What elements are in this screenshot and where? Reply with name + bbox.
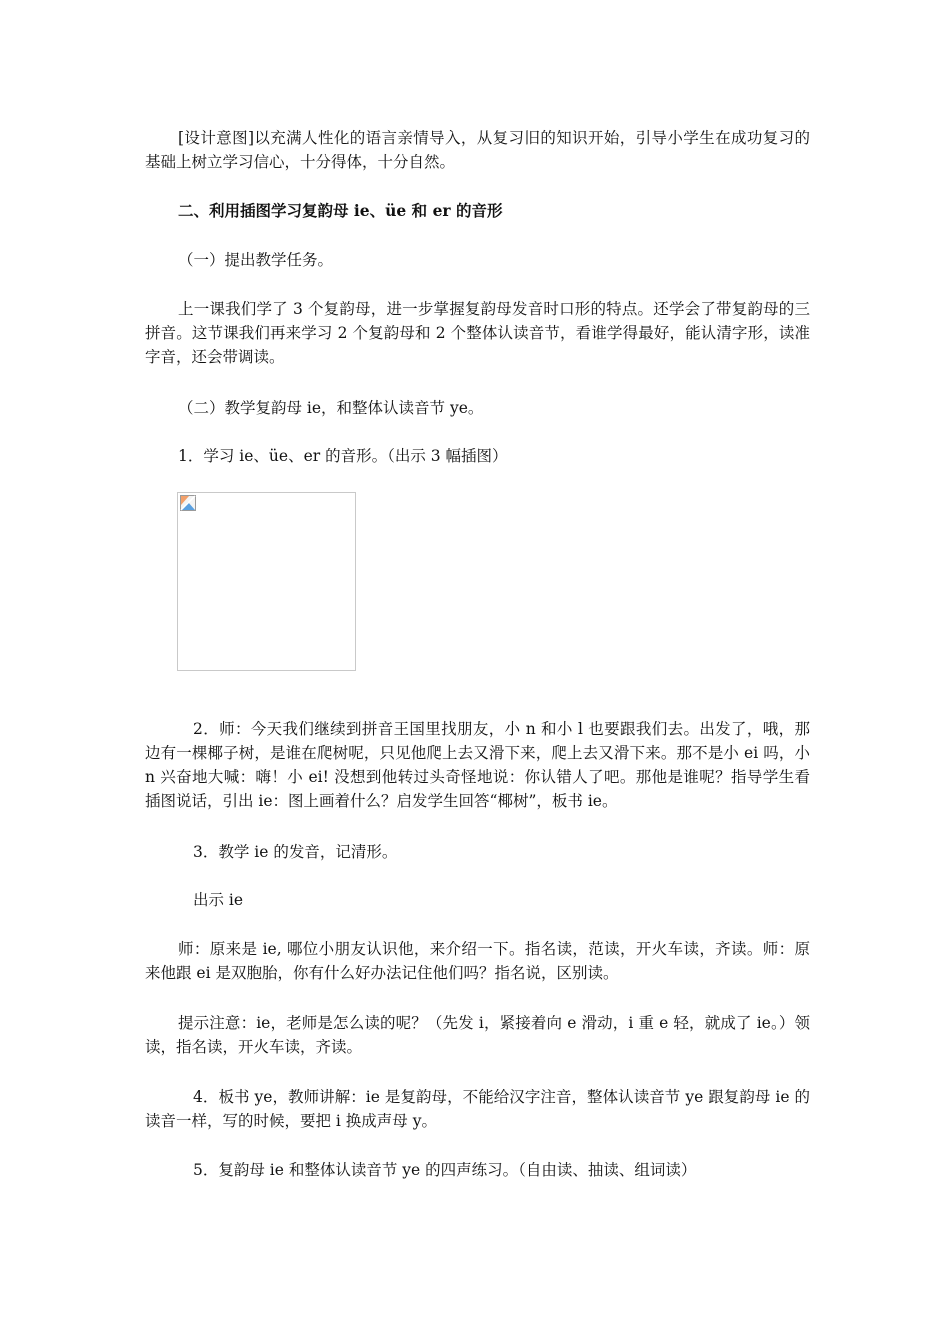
subsection-2-heading: （二）教学复韵母 ie，和整体认读音节 ye。 bbox=[178, 399, 484, 417]
show-ie: 出示 ie bbox=[193, 891, 244, 909]
teacher-paragraph: 师：原来是 ie, 哪位小朋友认识他，来介绍一下。指名读，范读，开火车读，齐读。师：原来他跟 ei 是双胞胎，你有什么好办法记住他们吗？指名说，区别读。 bbox=[145, 940, 810, 982]
item-1: 1．学习 ie、üe、er 的音形。（出示 3 幅插图） bbox=[178, 447, 508, 465]
intro-paragraph: 上一课我们学了 3 个复韵母，进一步掌握复韵母发音时口形的特点。还学会了带复韵母的三拼音。这节课我们再来学习 2 个复韵母和 2 个整体认读音节，看谁学得最好，能认清字形，读准字音，还会带调读。 bbox=[145, 300, 810, 366]
item-5: 5．复韵母 ie 和整体认读音节 ye 的四声练习。（自由读、抽读、组词读） bbox=[193, 1161, 697, 1179]
design-intent-paragraph: [设计意图]以充满人性化的语言亲情导入，从复习旧的知识开始，引导小学生在成功复习的基础上树立学习信心，十分得体，十分自然。 bbox=[145, 129, 810, 171]
item-2: 2．师：今天我们继续到拼音王国里找朋友，小 n 和小 l 也要跟我们去。出发了，哦，那边有一棵椰子树，是谁在爬树呢，只见他爬上去又滑下来，爬上去又滑下来。那不是小 ei 吗，小 n 兴奋地大喊：嗨！小 ei! 没想到他转过头奇怪地说：你认错人了吧。那他是谁呢？指导学生看插图说话，引出 ie：图上画着什么？启发学生回答“椰树”，板书 ie。 bbox=[145, 720, 810, 810]
reminder-paragraph: 提示注意：ie，老师是怎么读的呢？（先发 i，紧接着向 e 滑动，i 重 e 轻，就成了 ie。）领读，指名读，开火车读，齐读。 bbox=[145, 1014, 810, 1056]
section-heading: 二、利用插图学习复韵母 ie、üe 和 er 的音形 bbox=[178, 201, 503, 220]
subsection-1-heading: （一）提出教学任务。 bbox=[178, 251, 334, 269]
item-3: 3．教学 ie 的发音，记清形。 bbox=[193, 843, 398, 861]
illustration-placeholder bbox=[177, 492, 356, 671]
item-4: 4．板书 ye，教师讲解：ie 是复韵母，不能给汉字注音，整体认读音节 ye 跟复韵母 ie 的读音一样，写的时候，要把 i 换成声母 y。 bbox=[145, 1088, 810, 1130]
broken-image-icon bbox=[180, 495, 196, 511]
